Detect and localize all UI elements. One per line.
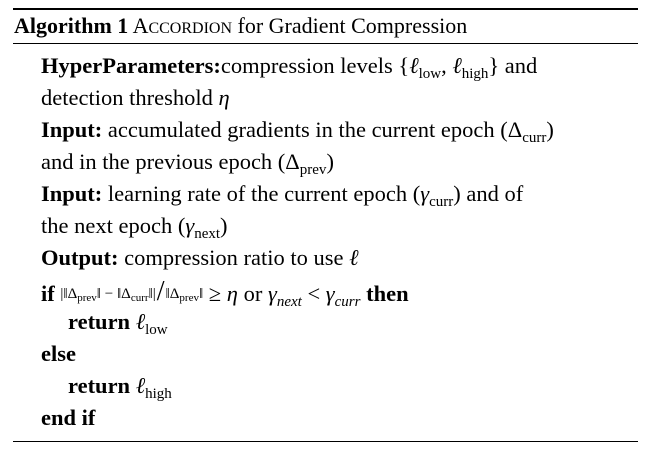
return-low-line: return ℓ$_{low}$ (68, 309, 168, 338)
previous-epoch-line: and in the previous epoch $(\Delta_{prev})$ (41, 149, 334, 178)
next-epoch-line: the next epoch $(\gamma_{next})$ (41, 213, 228, 242)
input-gradients-line: Input: accumulated gradients in the current epoch $(\Delta_{curr})$ (41, 117, 554, 146)
return-keyword: return (68, 373, 131, 398)
if-keyword: if (41, 281, 55, 306)
input-keyword: Input: (41, 181, 103, 206)
threshold-line: detection threshold η (41, 85, 230, 110)
else-keyword: else (41, 341, 76, 366)
algorithm-caption (13, 10, 638, 43)
algorithm-title-rest: for Gradient Compression (237, 13, 468, 38)
algorithm-body (13, 44, 638, 434)
return-keyword: return (68, 309, 131, 334)
input-keyword: Input: (41, 117, 103, 142)
hyperparameters-line: HyperParameters:compression levels {ℓ$_{low}$, ℓ$_{high}$} and (41, 53, 538, 82)
hyperparameters-keyword: HyperParameters: (41, 53, 221, 78)
algorithm-name: ACCORDION (132, 13, 233, 38)
then-keyword: then (360, 281, 409, 306)
gradient-change-fraction: $|‖\Delta_{prev}‖$ − $‖\Delta_{curr}‖|/‖\Delta_{prev}‖$ (60, 276, 204, 307)
algorithm-block (13, 8, 638, 442)
end-if-line (13, 402, 638, 434)
end-if-keyword: end if (41, 405, 96, 430)
else-line (13, 338, 638, 370)
algorithm-label: Algorithm 1 (14, 13, 129, 38)
return-high-line: return ℓ$_{high}$ (68, 373, 172, 402)
input-learning-rate-line: Input: learning rate of the current epoch $(\gamma_{curr})$ and of (41, 181, 524, 210)
if-condition-line: if $|‖\Delta_{prev}‖$ − $‖\Delta_{curr}‖|/‖\Delta_{prev}‖ \ge \eta$ or $\gamma_{next} < \gamma_{curr}$ then (41, 276, 409, 310)
bottom-rule (13, 441, 638, 442)
output-line: Output: compression ratio to use ℓ (41, 245, 359, 270)
output-keyword: Output: (41, 245, 119, 270)
